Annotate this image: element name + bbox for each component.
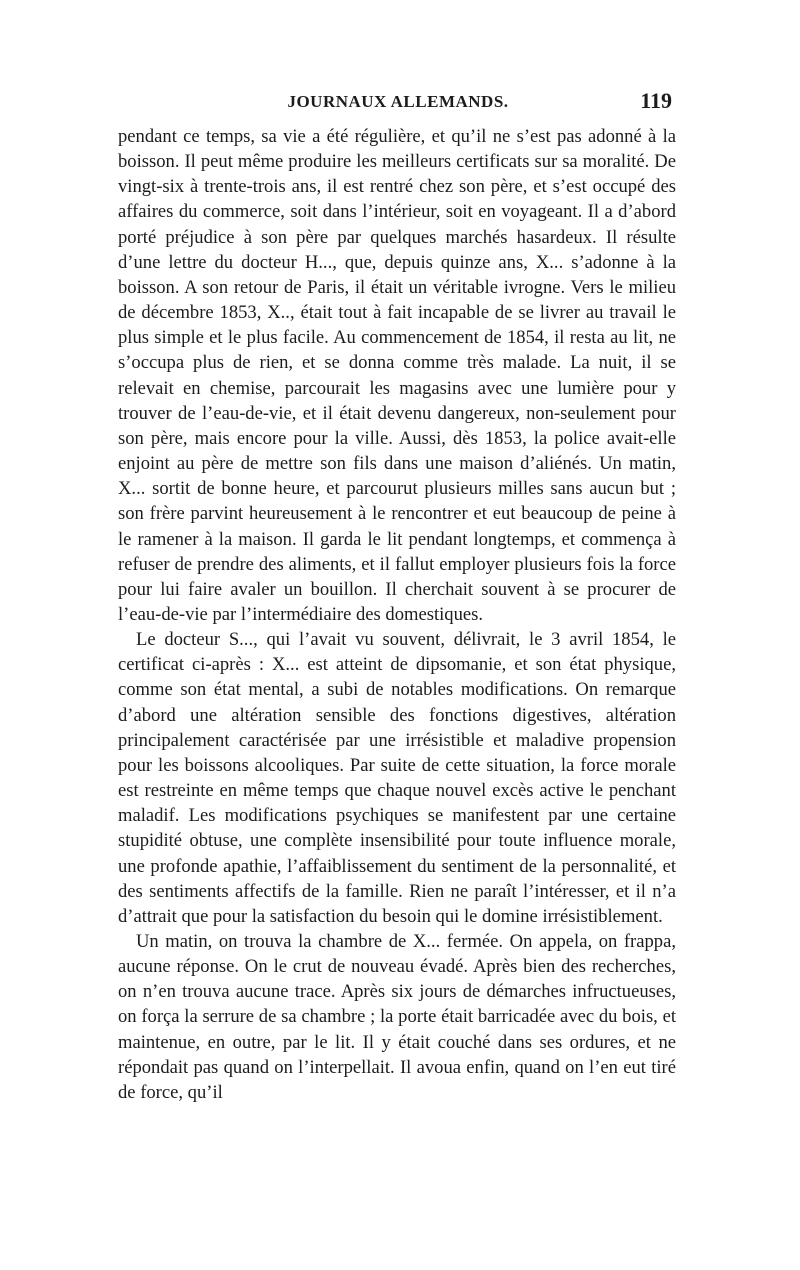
running-title: JOURNAUX ALLEMANDS. <box>287 92 509 111</box>
paragraph-3: Un matin, on trouva la chambre de X... fermée. On appela, on frappa, aucune réponse. On le crut de nouveau évadé. Après bien des recherches, on n’en trouva aucune trace. Après six jours de démarches infructueuses, on força la serrure de sa chambre ; la porte était barricadée avec du bois, et maintenue, en outre, par le lit. Il y était couché dans ses ordures, et ne répondait pas quand on l’interpellait. Il avoua enfin, quand on l’en eut tiré de force, qu’il <box>118 931 676 1103</box>
page-number: 119 <box>640 88 672 113</box>
running-head <box>118 88 678 118</box>
body-text <box>118 124 676 1105</box>
paragraph-2: Le docteur S..., qui l’avait vu souvent, délivrait, le 3 avril 1854, le certificat ci-après : X... est atteint de dipsomanie, et son état physique, comme son état mental, a subi de notables modifications. On remarque d’abord une altération sensible des fonctions digestives, altération principalement caractérisée par une irrésistible et maladive propension pour les boissons alcooliques. Par suite de cette situation, la force morale est restreinte en même temps que chaque nouvel excès active le penchant maladif. Les modifications psychiques se manifestent par une certaine stupidité obtuse, une complète insensibilité pour toute influence morale, une profonde apathie, l’affaiblissement du sentiment de la personnalité, et des sentiments affectifs de la famille. Rien ne paraît l’intéresser, et il n’a d’attrait que pour la satisfaction du besoin qui le domine irrésistiblement. <box>118 629 676 927</box>
paragraph-1: pendant ce temps, sa vie a été régulière, et qu’il ne s’est pas adonné à la boisson. Il peut même produire les meilleurs certificats sur sa moralité. De vingt-six à trente-trois ans, il est rentré chez son père, et s’est occupé des affaires du commerce, soit dans l’intérieur, soit en voyageant. Il a d’abord porté préjudice à son père par quelques marchés hasardeux. Il résulte d’une lettre du docteur H..., que, depuis quinze ans, X... s’adonne à la boisson. A son retour de Paris, il était un véritable ivrogne. Vers le milieu de décembre 1853, X.., était tout à fait incapable de se livrer au travail le plus simple et le plus facile. Au commencement de 1854, il resta au lit, ne s’occupa plus de rien, et se donna comme très malade. La nuit, il se relevait en chemise, parcourait les magasins avec une lumière pour y trouver de l’eau-de-vie, et il était devenu dangereux, non-seulement pour son père, mais encore pour la ville. Aussi, dès 1853, la police avait-elle enjoint au père de mettre son fils dans une maison d’aliénés. Un matin, X... sortit de bonne heure, et parcourut plusieurs milles sans aucun but ; son frère parvint heureusement à le rencontrer et eut beaucoup de peine à le ramener à la maison. Il garda le lit pendant longtemps, et commença à refuser de prendre des aliments, et il fallut employer plusieurs fois la force pour lui faire avaler un bouillon. Il cherchait souvent à se procurer de l’eau-de-vie par l’intermédiaire des domestiques. <box>118 126 676 625</box>
